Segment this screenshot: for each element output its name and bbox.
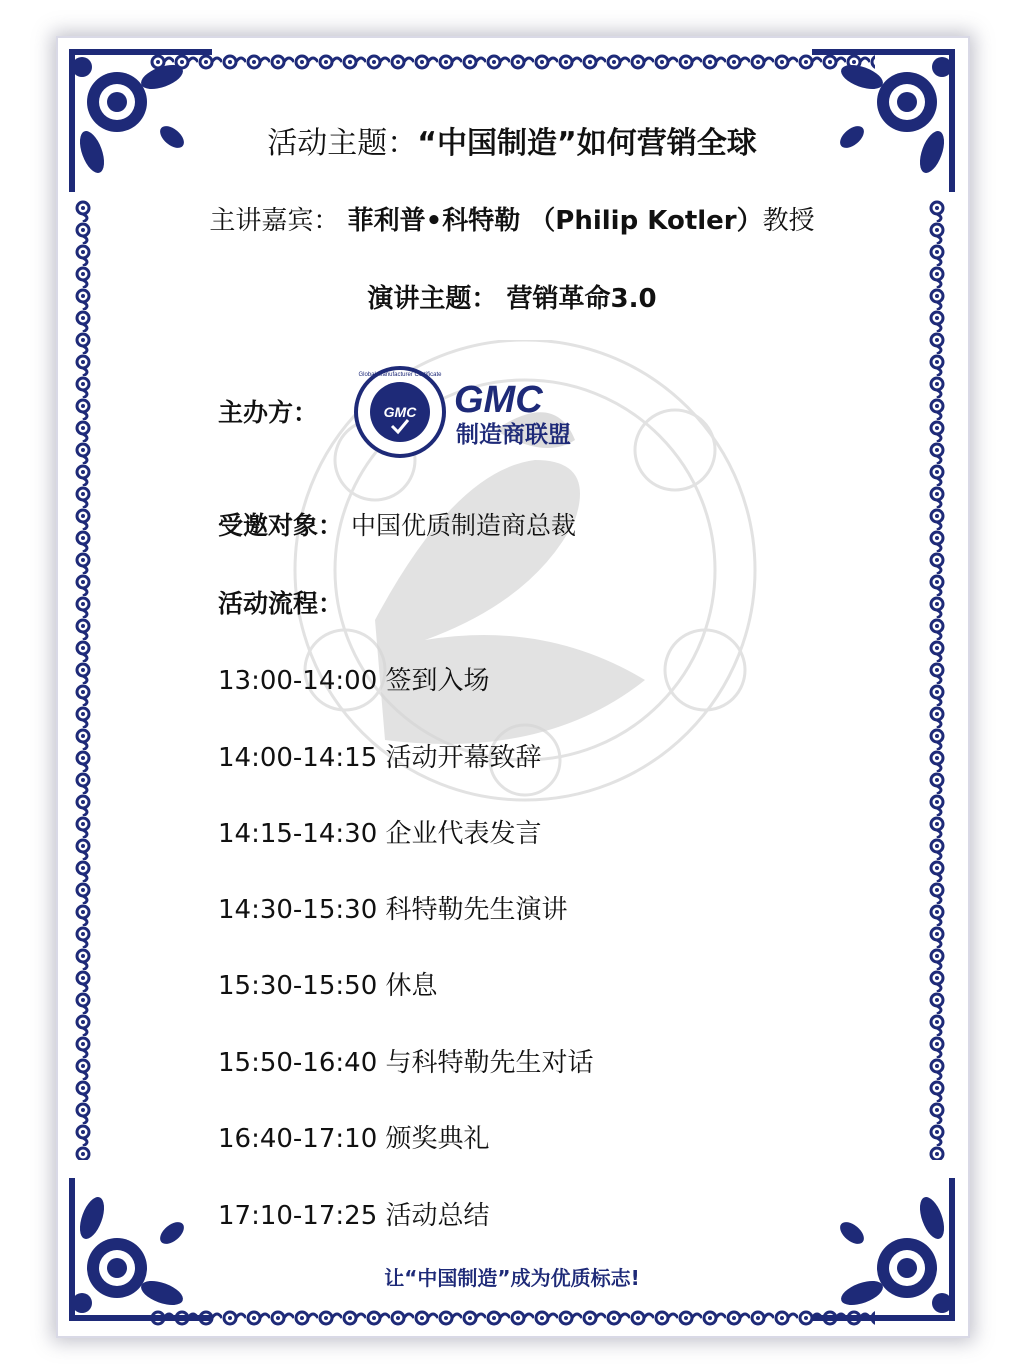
gmc-logo xyxy=(352,362,597,462)
corner-flower-ornament xyxy=(812,1178,962,1328)
topic-value: 营销革命3.0 xyxy=(506,284,657,314)
speech-topic xyxy=(0,278,1024,315)
keynote-speaker xyxy=(0,200,1024,237)
topic-label: 演讲主题： xyxy=(367,284,498,314)
speaker-name: 菲利普•科特勒 （Philip Kotler） xyxy=(347,206,763,236)
invitees-value: 中国优质制造商总裁 xyxy=(350,511,576,540)
left-border-pattern xyxy=(72,200,94,1160)
schedule-item: 14:30-15:30 科特勒先生演讲 xyxy=(218,895,568,925)
schedule-item: 14:15-14:30 企业代表发言 xyxy=(218,819,542,849)
footer-slogan: 让“中国制造”成为优质标志! xyxy=(384,1266,640,1290)
event-theme xyxy=(0,118,1024,162)
bottom-border-pattern xyxy=(150,1306,875,1330)
schedule-item: 14:00-14:15 活动开幕致辞 xyxy=(218,743,542,773)
schedule-label: 活动流程： xyxy=(218,589,344,618)
top-border-pattern xyxy=(150,50,875,74)
corner-flower-ornament xyxy=(812,42,962,192)
event-theme-value: “中国制造”如何营销全球 xyxy=(417,126,757,161)
logo-subtext: 制造商联盟 xyxy=(456,422,571,448)
schedule-item: 15:30-15:50 休息 xyxy=(218,971,438,1001)
schedule-item: 15:50-16:40 与科特勒先生对话 xyxy=(218,1048,594,1078)
schedule-item: 13:00-14:00 签到入场 xyxy=(218,666,490,696)
event-theme-label: 活动主题： xyxy=(267,126,418,161)
logo-text: GMC xyxy=(454,379,543,421)
invitees xyxy=(218,506,576,542)
host-label: 主办方： xyxy=(218,398,319,427)
schedule-item: 17:10-17:25 活动总结 xyxy=(218,1201,490,1231)
corner-flower-ornament xyxy=(62,1178,212,1328)
seal-text: GMC xyxy=(383,404,417,420)
right-border-pattern xyxy=(926,200,948,1160)
speaker-title: 教授 xyxy=(762,206,815,236)
seal-ring-text: Global Manufacturer Certificate xyxy=(358,372,442,378)
schedule-item: 16:40-17:10 颁奖典礼 xyxy=(218,1124,490,1154)
speaker-label: 主讲嘉宾： xyxy=(209,206,340,236)
invitees-label: 受邀对象： xyxy=(218,511,344,540)
corner-flower-ornament xyxy=(62,42,212,192)
